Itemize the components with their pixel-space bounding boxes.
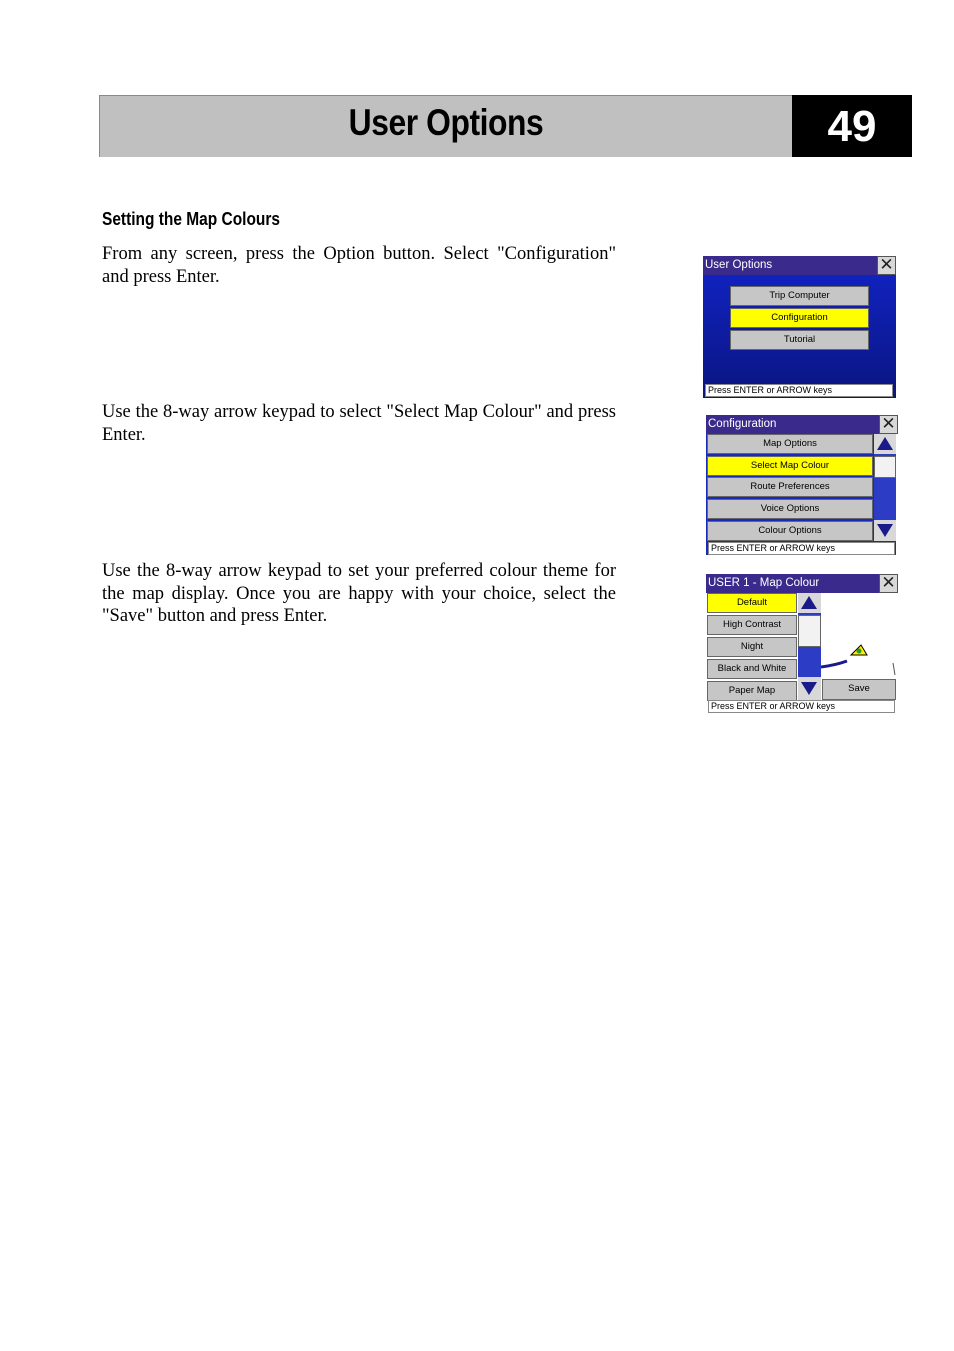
colour-option-high-contrast[interactable]: High Contrast	[707, 615, 797, 635]
status-bar: Press ENTER or ARROW keys	[708, 542, 895, 555]
scroll-up-icon[interactable]	[877, 437, 893, 450]
scroll-down-icon[interactable]	[801, 682, 817, 695]
page-number: 49	[792, 95, 912, 157]
menu-item-configuration[interactable]: Configuration	[730, 308, 869, 328]
scrollbar[interactable]	[874, 434, 896, 541]
status-bar: Press ENTER or ARROW keys	[708, 700, 895, 713]
screen-title-bar: User Options	[703, 256, 877, 275]
menu-item-select-map-colour[interactable]: Select Map Colour	[707, 456, 873, 476]
scrollbar-thumb[interactable]	[798, 615, 821, 647]
colour-option-night[interactable]: Night	[707, 637, 797, 657]
page-header	[99, 95, 792, 157]
scroll-up-icon[interactable]	[801, 596, 817, 609]
paragraph-1: From any screen, press the Option button. Select "Configuration" and press Enter.	[102, 244, 616, 287]
menu-item-trip-computer[interactable]: Trip Computer	[730, 286, 869, 306]
colour-option-black-and-white[interactable]: Black and White	[707, 659, 797, 679]
menu-item-map-options[interactable]: Map Options	[707, 434, 873, 454]
section-heading: Setting the Map Colours	[102, 209, 281, 229]
page-title: User Options	[348, 102, 544, 143]
menu-item-voice-options[interactable]: Voice Options	[707, 499, 873, 519]
paragraph-3: Use the 8-way arrow keypad to set your preferred colour theme for the map display. Once you are happy with your choice, select the "Save" button and press Enter.	[102, 561, 616, 626]
paragraph-2: Use the 8-way arrow keypad to select "Select Map Colour" and press Enter.	[102, 402, 616, 445]
menu-item-colour-options[interactable]: Colour Options	[707, 521, 873, 541]
screenshot-map-colour	[706, 574, 896, 714]
close-icon[interactable]: ✕	[879, 574, 898, 593]
close-icon[interactable]: ✕	[877, 256, 896, 275]
scrollbar-thumb[interactable]	[874, 456, 896, 478]
screen-title-bar: Configuration	[706, 415, 879, 434]
colour-option-default[interactable]: Default	[707, 593, 797, 613]
screenshot-user-options	[703, 256, 896, 398]
status-bar: Press ENTER or ARROW keys	[705, 384, 893, 397]
close-icon[interactable]: ✕	[879, 415, 898, 434]
screen-title-bar: USER 1 - Map Colour	[706, 574, 879, 593]
menu-item-route-preferences[interactable]: Route Preferences	[707, 477, 873, 497]
colour-option-paper-map[interactable]: Paper Map	[707, 681, 797, 701]
menu-item-tutorial[interactable]: Tutorial	[730, 330, 869, 350]
map-preview	[821, 593, 896, 681]
scroll-down-icon[interactable]	[877, 524, 893, 537]
scrollbar[interactable]	[798, 593, 821, 700]
screenshot-configuration	[706, 415, 896, 555]
save-button[interactable]: Save	[822, 679, 896, 700]
